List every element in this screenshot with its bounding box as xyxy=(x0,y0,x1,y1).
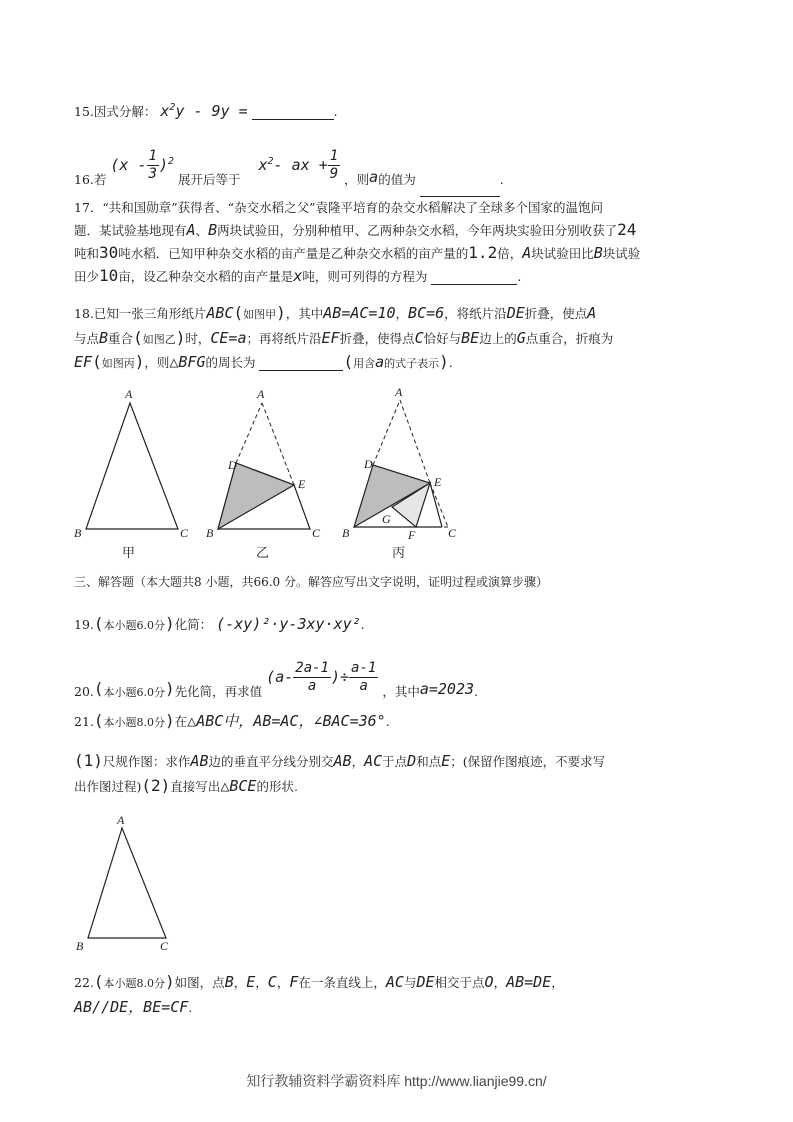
question-18-line2: 与点B重合(如图乙)时，CE=a；再将纸片沿EF折叠，使得点C恰好与BE边上的G点重合，折痕为 xyxy=(74,328,614,347)
svg-text:A: A xyxy=(257,387,265,401)
svg-text:A: A xyxy=(125,387,133,401)
question-22-line2: AB//DE，BE=CF. xyxy=(74,998,193,1016)
figure-bing xyxy=(342,385,457,542)
svg-text:A: A xyxy=(117,813,125,827)
svg-text:B: B xyxy=(206,526,214,540)
q16-answer-blank[interactable] xyxy=(420,182,500,197)
question-17-line3: 吨和30吨水稻．已知甲种杂交水稻的亩产量是乙种杂交水稻的亩产量的1.2倍，A块试验田比B块试验 xyxy=(74,243,641,262)
svg-text:E: E xyxy=(434,475,442,489)
question-21-line2: (1)尺规作图：求作AB边的垂直平分线分别交AB，AC于点D和点E；(保留作图痕迹，不要求写 xyxy=(74,751,606,770)
figure-yi xyxy=(206,387,321,540)
svg-text:G: G xyxy=(382,512,391,526)
section-3-heading: 三、解答题（本大题共8 小题，共66.0 分。解答应写出文字说明，证明过程或演算步骤） xyxy=(74,575,548,589)
question-17-line1: 17．“共和国勋章”获得者、“杂交水稻之父”袁隆平培育的杂交水稻解决了全球多个国家的温饱问 xyxy=(74,200,603,215)
q17-answer-blank[interactable] xyxy=(431,270,517,285)
q21-figure xyxy=(70,812,190,957)
svg-text:B: B xyxy=(74,526,82,540)
q16-expr-left: (x - $\frac{1}{3}$ )$^2$ xyxy=(110,148,174,182)
q20-expr: (a- $\frac{2a-1}{a}$ )÷ $\frac{a-1}{a}$ xyxy=(266,660,377,694)
svg-text:F: F xyxy=(408,528,416,542)
question-22: 22.(本小题8.0分)如图，点B，E，C，F在一条直线上，AC与DE相交于点O，AB=DE， xyxy=(74,972,564,991)
figure-caption-jia: 甲 xyxy=(122,546,136,561)
q18-figures xyxy=(70,385,470,560)
q18-answer-blank[interactable] xyxy=(259,356,343,371)
svg-text:E: E xyxy=(298,477,306,491)
svg-text:D: D xyxy=(228,458,237,472)
svg-text:C: C xyxy=(160,939,169,953)
footer-watermark: 知行教辅资料学霸资料库 http://www.lianjie99.cn/ xyxy=(246,1073,547,1089)
q15-prefix: 15.因式分解： xyxy=(74,104,157,119)
question-21-line3: 出作图过程)(2)直接写出△BCE的形状. xyxy=(74,776,298,795)
svg-text:C: C xyxy=(448,526,457,540)
figure-caption-yi: 乙 xyxy=(256,546,270,561)
figure-caption-bing: 丙 xyxy=(392,546,406,561)
figure-jia xyxy=(74,387,189,540)
question-21: 21.(本小题8.0分)在△ABC中，AB=AC，∠BAC=36°. xyxy=(74,711,390,730)
question-20: 20.(本小题6.0分)先化简，再求值 (a- $\frac{2a-1}{a}$ )÷ $\frac{a-1}{a}$ ，其中a=2023. xyxy=(74,660,479,699)
svg-text:B: B xyxy=(76,939,84,953)
svg-text:C: C xyxy=(180,526,189,540)
question-16: 16.若 (x - $\frac{1}{3}$ )$^2$ 展开后等于 $x^2-$ ax + $\frac{1}{9}$ ，则a的值为 . xyxy=(74,140,504,175)
question-18-line3: EF(如图丙)，则△BFG的周长为 (用含a的式子表示). xyxy=(74,352,453,371)
question-17-line4: 田少10亩，设乙种杂交水稻的亩产量是x吨，则可列得的方程为 . xyxy=(74,266,522,285)
svg-text:D: D xyxy=(364,457,373,471)
svg-text:A: A xyxy=(395,385,403,399)
question-18-line1: 18.已知一张三角形纸片ABC(如图甲)，其中AB=AC=10，BC=6，将纸片沿DE折叠，使点A xyxy=(74,303,597,322)
question-19: 19.(本小题6.0分)化简： (-xy)²·y-3xy·xy². xyxy=(74,614,365,633)
q15-answer-blank[interactable] xyxy=(252,105,334,120)
q15-expr: $x^2y - 9y$ = xyxy=(160,102,248,120)
q16-expr-right: $x^2-$ ax + $\frac{1}{9}$ xyxy=(258,148,339,182)
question-17-line2: 题．某试验基地现有A、B两块试验田，分别种植甲、乙两种杂交水稻，今年两块实验田分别收获了24 xyxy=(74,220,637,239)
svg-text:B: B xyxy=(342,526,350,540)
question-15: 15.因式分解： $x^2y - 9y$ = . xyxy=(74,102,338,120)
svg-text:C: C xyxy=(312,526,321,540)
